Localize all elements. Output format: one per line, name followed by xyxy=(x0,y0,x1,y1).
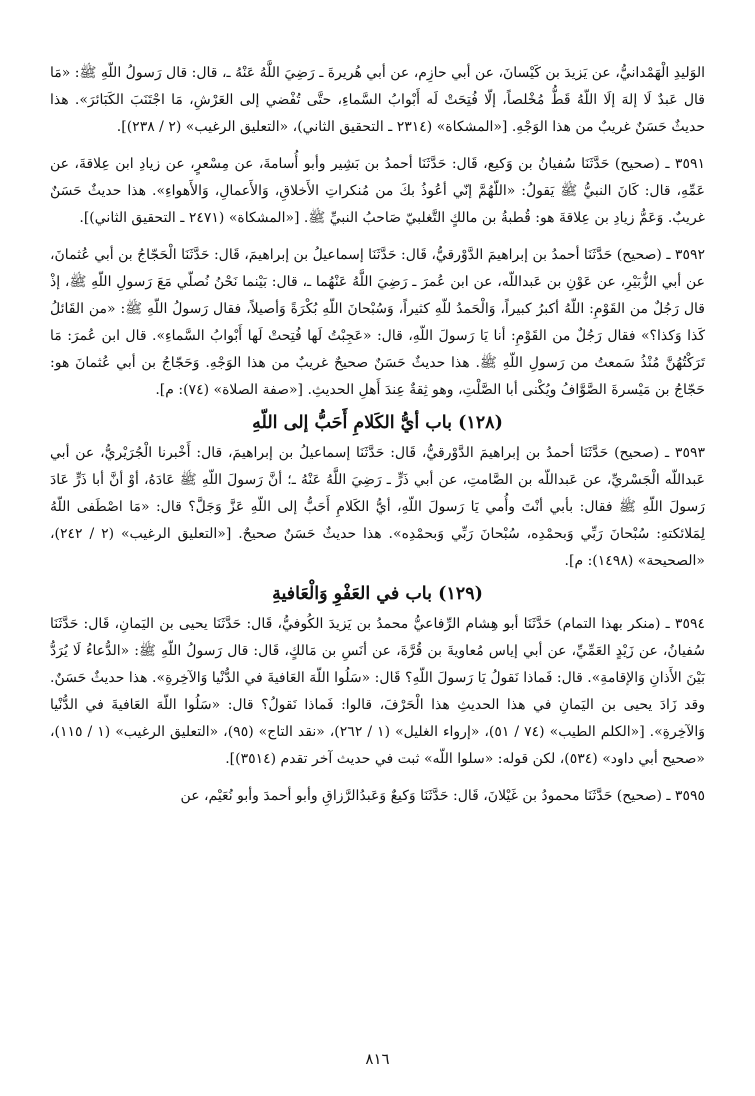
hadith-paragraph-3592: ٣٥٩٢ ـ (صحيح) حَدَّثَنَا أحمدُ بن إبراهيمَ الدَّوْرقيُّ، قَال: حَدَّثَنَا إسماعيلُ بن إبراهيمَ، قَال: حَدَّثَنَا الْحَجّاجُ بن أبي عُثمانَ، عن أبي الزُّبَيْرِ، عن عَوْنِ بن عَبداللّه، عن ابن عُمرَ ـ رَضِيَ اللَّهُ عَنْهُما ـ، قال: بَيْنما نَحْنُ نُصلّي مَعَ رَسولِ اللّهِ ﷺ، إذْ قال رَجُلٌ من القَوْمِ: اللّهُ أكبرُ كبيراً، وَالْحَمدُ للّهِ كثيراً، وَسُبْحانَ اللّهِ بُكْرَةً وَأصيلاً، فقال رَسولُ اللّهِ ﷺ: «من القَائلُ كَذا وَكذا؟» فقال رَجُلٌ من القَوْمِ: أنا يَا رَسولَ اللّهِ، قال: «عَجِبْتُ لَها فُتِحتْ لَها أَبْوابُ السَّماءِ». قال ابن عُمرَ: مَا تَرَكْتُهُنَّ مُنْذُ سَمعتُ من رَسولِ اللّهِ ﷺ. هذا حديثٌ حَسَنٌ صحيحٌ غريبٌ من هذا الوَجْهِ. وَحَجّاجُ بن أبي عُثمانَ هو: حَجّاجُ بن مَيْسرةَ الصَّوَّافُ ويُكْنى أبا الصَّلْتِ، وهو ثِقةٌ عِندَ أَهلِ الحديثِ. [«صفة الصلاة» (٧٤): م]. xyxy=(50,247,705,398)
hadith-paragraph-continuation: الوَليدِ الْهَمْدانيُّ، عن يَزيدَ بن كَيْسانَ، عن أبي حازِم، عن أبي هُريرةَ ـ رَضِيَ اللَّهُ عَنْهُ ـ، قال: قال رَسولُ اللّهِ ﷺ: «مَا قال عَبدٌ لَا إلهَ إلَا اللّهُ قَطُّ مُخْلصاً، إلّا فُتِحَتْ لَه أَبْوابُ السَّماءِ، حتَّى تُفْضي إلى العَرْشِ، مَا اجْتَنَبَ الكَبَائرَ». هذا حديثٌ حَسَنٌ غريبٌ من هذا الوَجْهِ. [«المشكاة» (٢٣١٤ ـ التحقيق الثاني)، «التعليق الرغيب» (٢ / ٢٣٨)]. xyxy=(50,65,705,135)
hadith-paragraph-3591: ٣٥٩١ ـ (صحيح) حَدَّثَنَا سُفيانُ بن وَكيع، قَال: حَدَّثَنَا أحمدُ بن بَشِير وأبو أُسامةَ، عن مِسْعرٍ، عن زيادِ ابن عِلاقةَ، عن عَمِّهِ، قال: كَانَ النبيُّ ﷺ يَقولُ: «اللّهُمَّ إنّي أعُوذُ بكَ من مُنكراتِ الأَخلاقِ، وَالأَعمالِ، وَالأَهواءِ». هذا حديثٌ حَسَنٌ غريبٌ. وَعَمُّ زيادِ بن عِلاقةَ هو: قُطبةُ بن مالكٍ التَّغلبيّ صَاحبُ النبيِّ ﷺ. [«المشكاة» (٢٤٧١ ـ التحقيق الثاني)]. xyxy=(50,156,705,226)
hadith-paragraph-3595: ٣٥٩٥ ـ (صحيح) حَدَّثَنَا محمودُ بن غَيْلانَ، قَال: حَدَّثَنَا وَكيعٌ وَعَبدُالرَّزاقِ وأبو أحمدَ وأبو نُعَيْم، عن xyxy=(180,788,705,804)
chapter-heading-128: (١٢٨) باب أيُّ الكَلامِ أَحَبُّ إلى اللّهِ xyxy=(252,413,503,433)
hadith-paragraph-3594: ٣٥٩٤ ـ (منكر بهذا التمام) حَدَّثَنَا أبو هِشام الرِّفاعيُّ محمدُ بن يَزيدَ الكُوفيُّ، قَال: حَدَّثَنَا يحيى بن اليَمانِ، قَال: حَدَّثَنَا سُفيانُ، عن زَيْدٍ العَمِّيِّ، عن أبي إياس مُعاويةَ بن قُرَّةَ، عن أنَسِ بن مَالكٍ، قَال: قال رَسولُ اللّهِ ﷺ: «الدُّعاءُ لَا يُرَدُّ بَيْنَ الأَذانِ وَالإقامةِ». قال: فَماذا نَقولُ يَا رَسولَ اللّهِ؟ قَال: «سَلُوا اللّهَ العَافيةَ في الدُّنْيا وَالآخِرةِ». هذا حديثٌ حَسَنٌ. وقد زَادَ يحيى بن اليَمانِ في هذا الحديثِ هذا الْحَرْفَ، قالوا: فَماذا نَقولُ؟ قال: «سَلُوا اللّهَ العَافيةَ في الدُّنْيا وَالآخِرةِ». [«الكلم الطيب» (٧٤ / ٥١)، «إرواء الغليل» (١ / ٢٦٢)، «نقد التاج» (٩٥)، «التعليق الرغيب» (١ / ١١٥)، «صحيح أبي داود» (٥٣٤)، لكن قوله: «سلوا اللّه» ثبت في حديث آخر تقدم (٣٥١٤)]. xyxy=(50,616,706,767)
chapter-heading-129: (١٢٩) باب في العَفْوِ وَالْعَافيةِ xyxy=(272,584,483,604)
page-number: ٨١٦ xyxy=(365,1050,390,1068)
hadith-paragraph-3593: ٣٥٩٣ ـ (صحيح) حَدَّثَنَا أحمدُ بن إبراهيمَ الدَّوْرقيُّ، قَال: حَدَّثَنَا إسماعيلُ بن إبراهيمَ، قال: أَخْبرنا الْجُرَيْريُّ، عن أبي عَبداللّه الْجَسْريِّ، عن عَبداللّه بن الصَّامتِ، عن أبي ذَرٍّ ـ رَضِيَ اللَّهُ عَنْهُ ـ؛ أنَّ رَسولَ اللّهِ ﷺ عَادَهُ، أوْ أنَّ أبا ذَرٍّ عَادَ رَسولَ اللّهِ ﷺ فقال: بأبي أنْتَ وأُمي يَا رَسولَ اللّهِ، أيُّ الكَلامِ أَحَبُّ إلى اللّهِ عَزَّ وَجَلَّ؟ قال: «مَا اصْطَفى اللّهُ لِمَلائكتهِ: سُبْحانَ رَبِّي وَبحمْدِه، سُبْحانَ رَبِّي وَبحمْدِه». هذا حديثٌ حَسَنٌ صحيحٌ. [«التعليق الرغيب» (٢ / ٢٤٢)، «الصحيحة» (١٤٩٨): م]. xyxy=(50,445,705,569)
